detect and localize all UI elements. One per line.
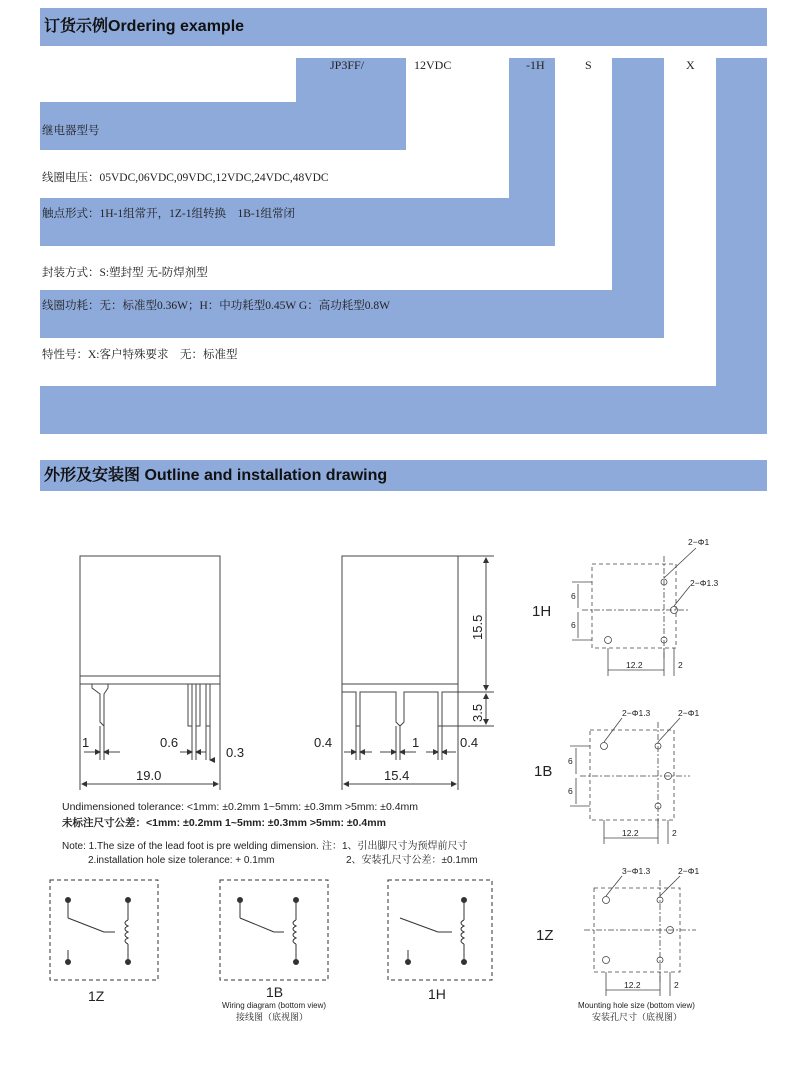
m1h-two: 2 [678,660,683,670]
m1z-3phi13: 3−Φ1.3 [622,866,651,876]
note2-cn: 2、安装孔尺寸公差：±0.1mm [346,855,478,866]
dim-side-mid: 1 [412,735,420,750]
code-sealing: S [585,58,592,72]
wiring-label-1b: 1B [266,984,284,1000]
dim-width: 19.0 [136,768,162,783]
row-model: 继电器型号 [42,125,100,137]
wiring-1b [220,880,328,980]
m1b-2phi13: 2−Φ1.3 [622,708,651,718]
wiring-label-1z: 1Z [88,988,105,1004]
ordering-header: 订货示例Ordering example [40,8,767,46]
m1h-six-b: 6 [571,620,576,630]
mounting-1z [584,876,696,996]
tolerance-en: Undimensioned tolerance: <1mm: ±0.2mm 1~5mm: ±0.3mm >5mm: ±0.4mm [62,801,419,813]
tolerance-cn: 未标注尺寸公差：<1mm: ±0.2mm 1~5mm: ±0.3mm >5mm: ±0.4mm [62,817,386,829]
note1-en: Note: 1.The size of the lead foot is pre welding dimension. [62,841,319,852]
dim-depth: 15.4 [384,768,410,783]
dim-gap: 0.6 [160,735,179,750]
row-power: 线圈功耗：无：标准型0.36W；H：中功耗型0.45W G：高功耗型0.8W [42,300,390,312]
note2-en: 2.installation hole size tolerance: + 0.1mm [88,855,275,866]
m1z-two: 2 [674,980,679,990]
m1b-two: 2 [672,828,677,838]
dim-side-left: 0.4 [314,735,333,750]
side-view [342,556,494,790]
wiring-caption-en: Wiring diagram (bottom view) [222,1001,327,1010]
mounting-1h [572,548,696,676]
m1b-six-b: 6 [568,786,573,796]
m1h-2phi13: 2−Φ1.3 [690,578,719,588]
code-special: X [686,58,695,72]
mounting-label-1h: 1H [532,603,552,620]
wiring-1h [388,880,492,980]
m1h-span: 12.2 [626,660,643,670]
row-contact: 触点形式：1H-1组常开，1Z-1组转换 1B-1组常闭 [42,208,295,220]
code-model: JP3FF/ [330,58,365,72]
front-view [80,556,220,790]
m1b-span: 12.2 [622,828,639,838]
mounting-caption-cn: 安装孔尺寸（底视图） [592,1012,683,1022]
outline-header: 外形及安装图 Outline and installation drawing [40,460,767,491]
code-contact: -1H [526,58,545,72]
m1b-2phi1: 2−Φ1 [678,708,700,718]
dim-lead-thickness: 0.3 [226,745,245,760]
m1b-six-a: 6 [568,756,573,766]
m1z-span: 12.2 [624,980,641,990]
mounting-label-1z: 1Z [536,927,554,944]
wiring-1z [50,880,158,980]
note1-cn: 注：1、引出脚尺寸为预焊前尺寸 [322,841,468,852]
dim-pin-length: 3.5 [470,703,485,722]
wiring-caption-cn: 接线图（底视图） [236,1012,309,1022]
code-voltage: 12VDC [414,58,452,72]
m1h-2phi1: 2−Φ1 [688,537,710,547]
mounting-label-1b: 1B [534,763,553,780]
mounting-caption-en: Mounting hole size (bottom view) [578,1001,695,1010]
row-voltage: 线圈电压：05VDC,06VDC,09VDC,12VDC,24VDC,48VDC [42,172,329,184]
mounting-1b [570,718,690,844]
dim-height: 15.5 [470,614,485,640]
dim-side-right: 0.4 [460,735,479,750]
m1z-2phi1: 2−Φ1 [678,866,700,876]
row-sealing: 封装方式：S:塑封型 无-防焊剂型 [42,267,208,279]
dim-lead-width: 1 [82,735,90,750]
row-special: 特性号：X:客户特殊要求 无：标准型 [42,349,238,361]
m1h-six-a: 6 [571,591,576,601]
wiring-label-1h: 1H [428,986,446,1002]
